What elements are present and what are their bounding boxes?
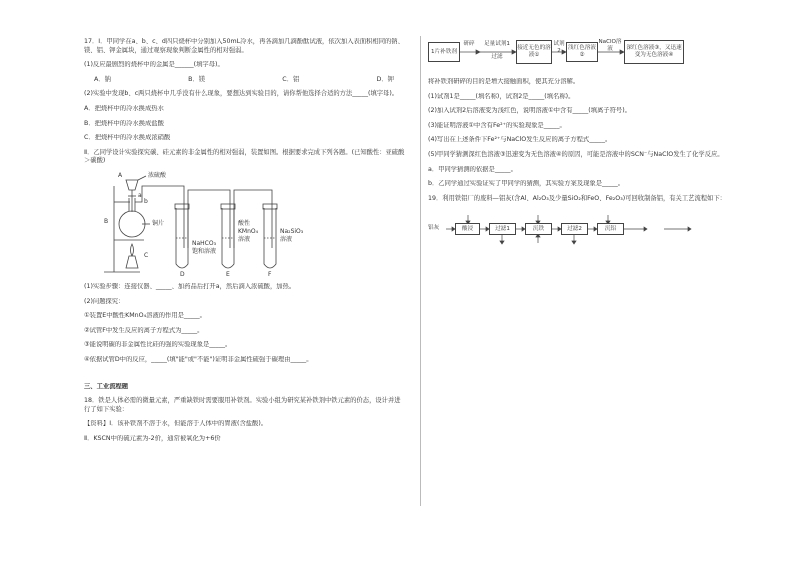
q18-q5a: a．甲同学猜测的依据是_____。 xyxy=(428,165,517,173)
q17-step2-3: ③能说明碳的非金属性比硅的强的实验现象是_____。 xyxy=(84,341,232,349)
q17-choice-b: B．把烧杯中的冷水换成盐酸 xyxy=(84,119,164,127)
q17-choice-c: C．把烧杯中的冷水换成浓硝酸 xyxy=(84,134,171,142)
option-b: B．镁 xyxy=(188,75,206,83)
label-e: E xyxy=(226,270,230,278)
q18-q4: (4)写出在上述条件下Fe²⁺与NaClO发生反应的离子方程式_____。 xyxy=(428,136,612,144)
flow1-label-filter: 过滤 xyxy=(491,54,503,60)
option-c: C．铝 xyxy=(282,75,300,83)
apparatus-figure xyxy=(100,168,330,280)
left-column xyxy=(84,38,406,443)
q18-q5: (5)甲同学猜测深红色溶液③迅速变为无色溶液④的原因，可能是溶液中的SCN⁻与NaClO发生了化学反应。 xyxy=(428,150,724,158)
flow2-box-filter1: 过滤1 xyxy=(489,223,516,235)
q18-q5b: b．乙同学通过实验证实了甲同学的猜测，其实验方案及现象是_____。 xyxy=(428,180,625,188)
stopper-f xyxy=(263,204,277,209)
q17-step1: (1)实验步骤：连接仪器、_____、加药品后打开a，然后滴入浓硫酸，加热。 xyxy=(84,282,296,290)
label-f-sol2: 溶液 xyxy=(280,235,293,243)
q18-info1: 【资料】Ⅰ．该补铁剂不溶于水，但能溶于人体中的胃液(含盐酸)。 xyxy=(84,420,268,428)
flask-b xyxy=(119,211,145,237)
flow1-box-solution2: 浅红色溶液② xyxy=(566,42,598,62)
label-b-valve: b xyxy=(144,197,148,205)
column-divider xyxy=(420,36,421,506)
apparatus-drawing xyxy=(100,168,330,280)
stopper-e xyxy=(221,204,235,209)
flow-diagram-iron xyxy=(428,38,728,72)
label-a-valve: a xyxy=(138,191,142,199)
q17-intro-line1: 17．Ⅰ．甲同学在a、b、c、d四只烧杯中分别加入50mL冷水，再各滴加几滴酚酞试液，依次加入表面积相同的钠、镁、铝、钾金属块，通过观察现象判断金属性的相对强弱。 xyxy=(84,38,404,54)
label-c: C xyxy=(144,251,149,259)
flow1-box-solution1: 接近无色的溶液① xyxy=(516,40,552,64)
stopper-d xyxy=(175,204,189,209)
right-column xyxy=(428,38,728,251)
q17-part1: (1)反应最剧烈的烧杯中的金属是______(填字母)。 xyxy=(84,61,224,69)
q18-note: 将补铁剂研碎的目的是增大接触面积，使其充分溶解。 xyxy=(428,78,580,85)
tube-to-d xyxy=(135,186,184,248)
option-d: D．钾 xyxy=(376,75,394,83)
label-acid: 浓硫酸 xyxy=(148,171,167,179)
flow2-box-filter2: 过滤2 xyxy=(561,223,588,235)
q18-intro: 18．铁是人体必需的微量元素，严重缺铁时需要服用补铁剂。实验小组为研究某补铁剂中铁元素的价态，设计并进行了如下实验： xyxy=(84,397,401,413)
q17-step2-2: ②试管F中发生反应的离子方程式为_____。 xyxy=(84,326,204,334)
label-b: B xyxy=(104,217,109,225)
flow1-box-tablet: 1片补铁剂 xyxy=(428,42,460,62)
alcohol-lamp xyxy=(126,256,138,268)
label-f-sol1: Na₂SiO₃ xyxy=(280,227,304,235)
q18-q3: (3)能证明溶液①中含有Fe²⁺的实验现象是_____。 xyxy=(428,121,566,129)
q17-step2-4: ④依据试管D中的反应，_____(填"能"或"不能")证明非金属性硫强于碳理由_____。 xyxy=(84,355,313,363)
flow1-label-reagent2: 试剂2 xyxy=(553,41,565,54)
flow-diagram-aluminum xyxy=(428,207,728,251)
label-d-sol2: 饱和溶液 xyxy=(192,247,217,255)
q17-options xyxy=(84,76,394,85)
flow2-box-leach: 酸浸 xyxy=(455,223,480,235)
flow1-label-grind: 研碎 xyxy=(463,41,475,47)
flow1-box-solution3: 深红色溶液③，又迅速变为无色溶液④ xyxy=(624,40,684,64)
funnel-body xyxy=(126,180,138,190)
q18-q2: (2)加入试剂2后溶液变为浅红色，说明溶液①中含有_____(填离子符号)。 xyxy=(428,107,631,115)
section-title-industrial: 三、工业流程题 xyxy=(84,382,129,390)
label-e-sol3: 溶液 xyxy=(238,235,251,243)
label-f: F xyxy=(268,270,272,278)
flow1-label-reagent1: 足量试剂1 xyxy=(484,41,510,47)
q17-part2: (2)实验中发现b、c两只烧杯中几乎没有什么现象，要想达到实验目的，请你帮他选择合适的方法_____(填字母)。 xyxy=(84,90,399,98)
q17-part2-intro: Ⅱ．乙同学设计实验探究碳、硅元素的非金属性的相对强弱，装置如图。根据要求完成下列各题。(已知酸性：亚硫酸＞碳酸) xyxy=(84,148,405,165)
q17-step2: (2)问题探究： xyxy=(84,297,125,305)
flow1-label-naclo: NaClO溶液 xyxy=(598,39,622,52)
label-e-sol2: KMnO₄ xyxy=(238,227,259,235)
q17-choice-a: A．把烧杯中的冷水换成热水 xyxy=(84,104,164,112)
flow2-box-iron-precip: 沉铁 xyxy=(525,223,552,235)
flow2-start: 铝灰 xyxy=(428,225,440,232)
label-d-sol1: NaHCO₃ xyxy=(192,239,216,247)
label-copper: 铜片 xyxy=(152,219,165,227)
label-a: A xyxy=(118,171,123,179)
flame xyxy=(131,244,134,256)
label-e-sol1: 酸性 xyxy=(238,219,251,227)
label-d: D xyxy=(180,270,185,278)
q17-step2-1: ①装置E中酸性KMnO₄溶液的作用是_____。 xyxy=(84,312,206,320)
option-a: A．钠 xyxy=(94,75,111,83)
flow2-box-al-precip: 沉铝 xyxy=(597,223,624,235)
q19-intro: 19．利用铁铝厂的废料—铝灰(含Al、Al₂O₃及少量SiO₂和FeO、Fe₂O₃)可回收制备铝，有关工艺流程如下： xyxy=(428,194,726,202)
q18-info2: Ⅱ．KSCN中的硫元素为-2价，通常被氧化为+6价 xyxy=(84,434,221,442)
q18-q1: (1)试剂1是_____(填名称)，试剂2是_____(填名称)。 xyxy=(428,92,575,100)
